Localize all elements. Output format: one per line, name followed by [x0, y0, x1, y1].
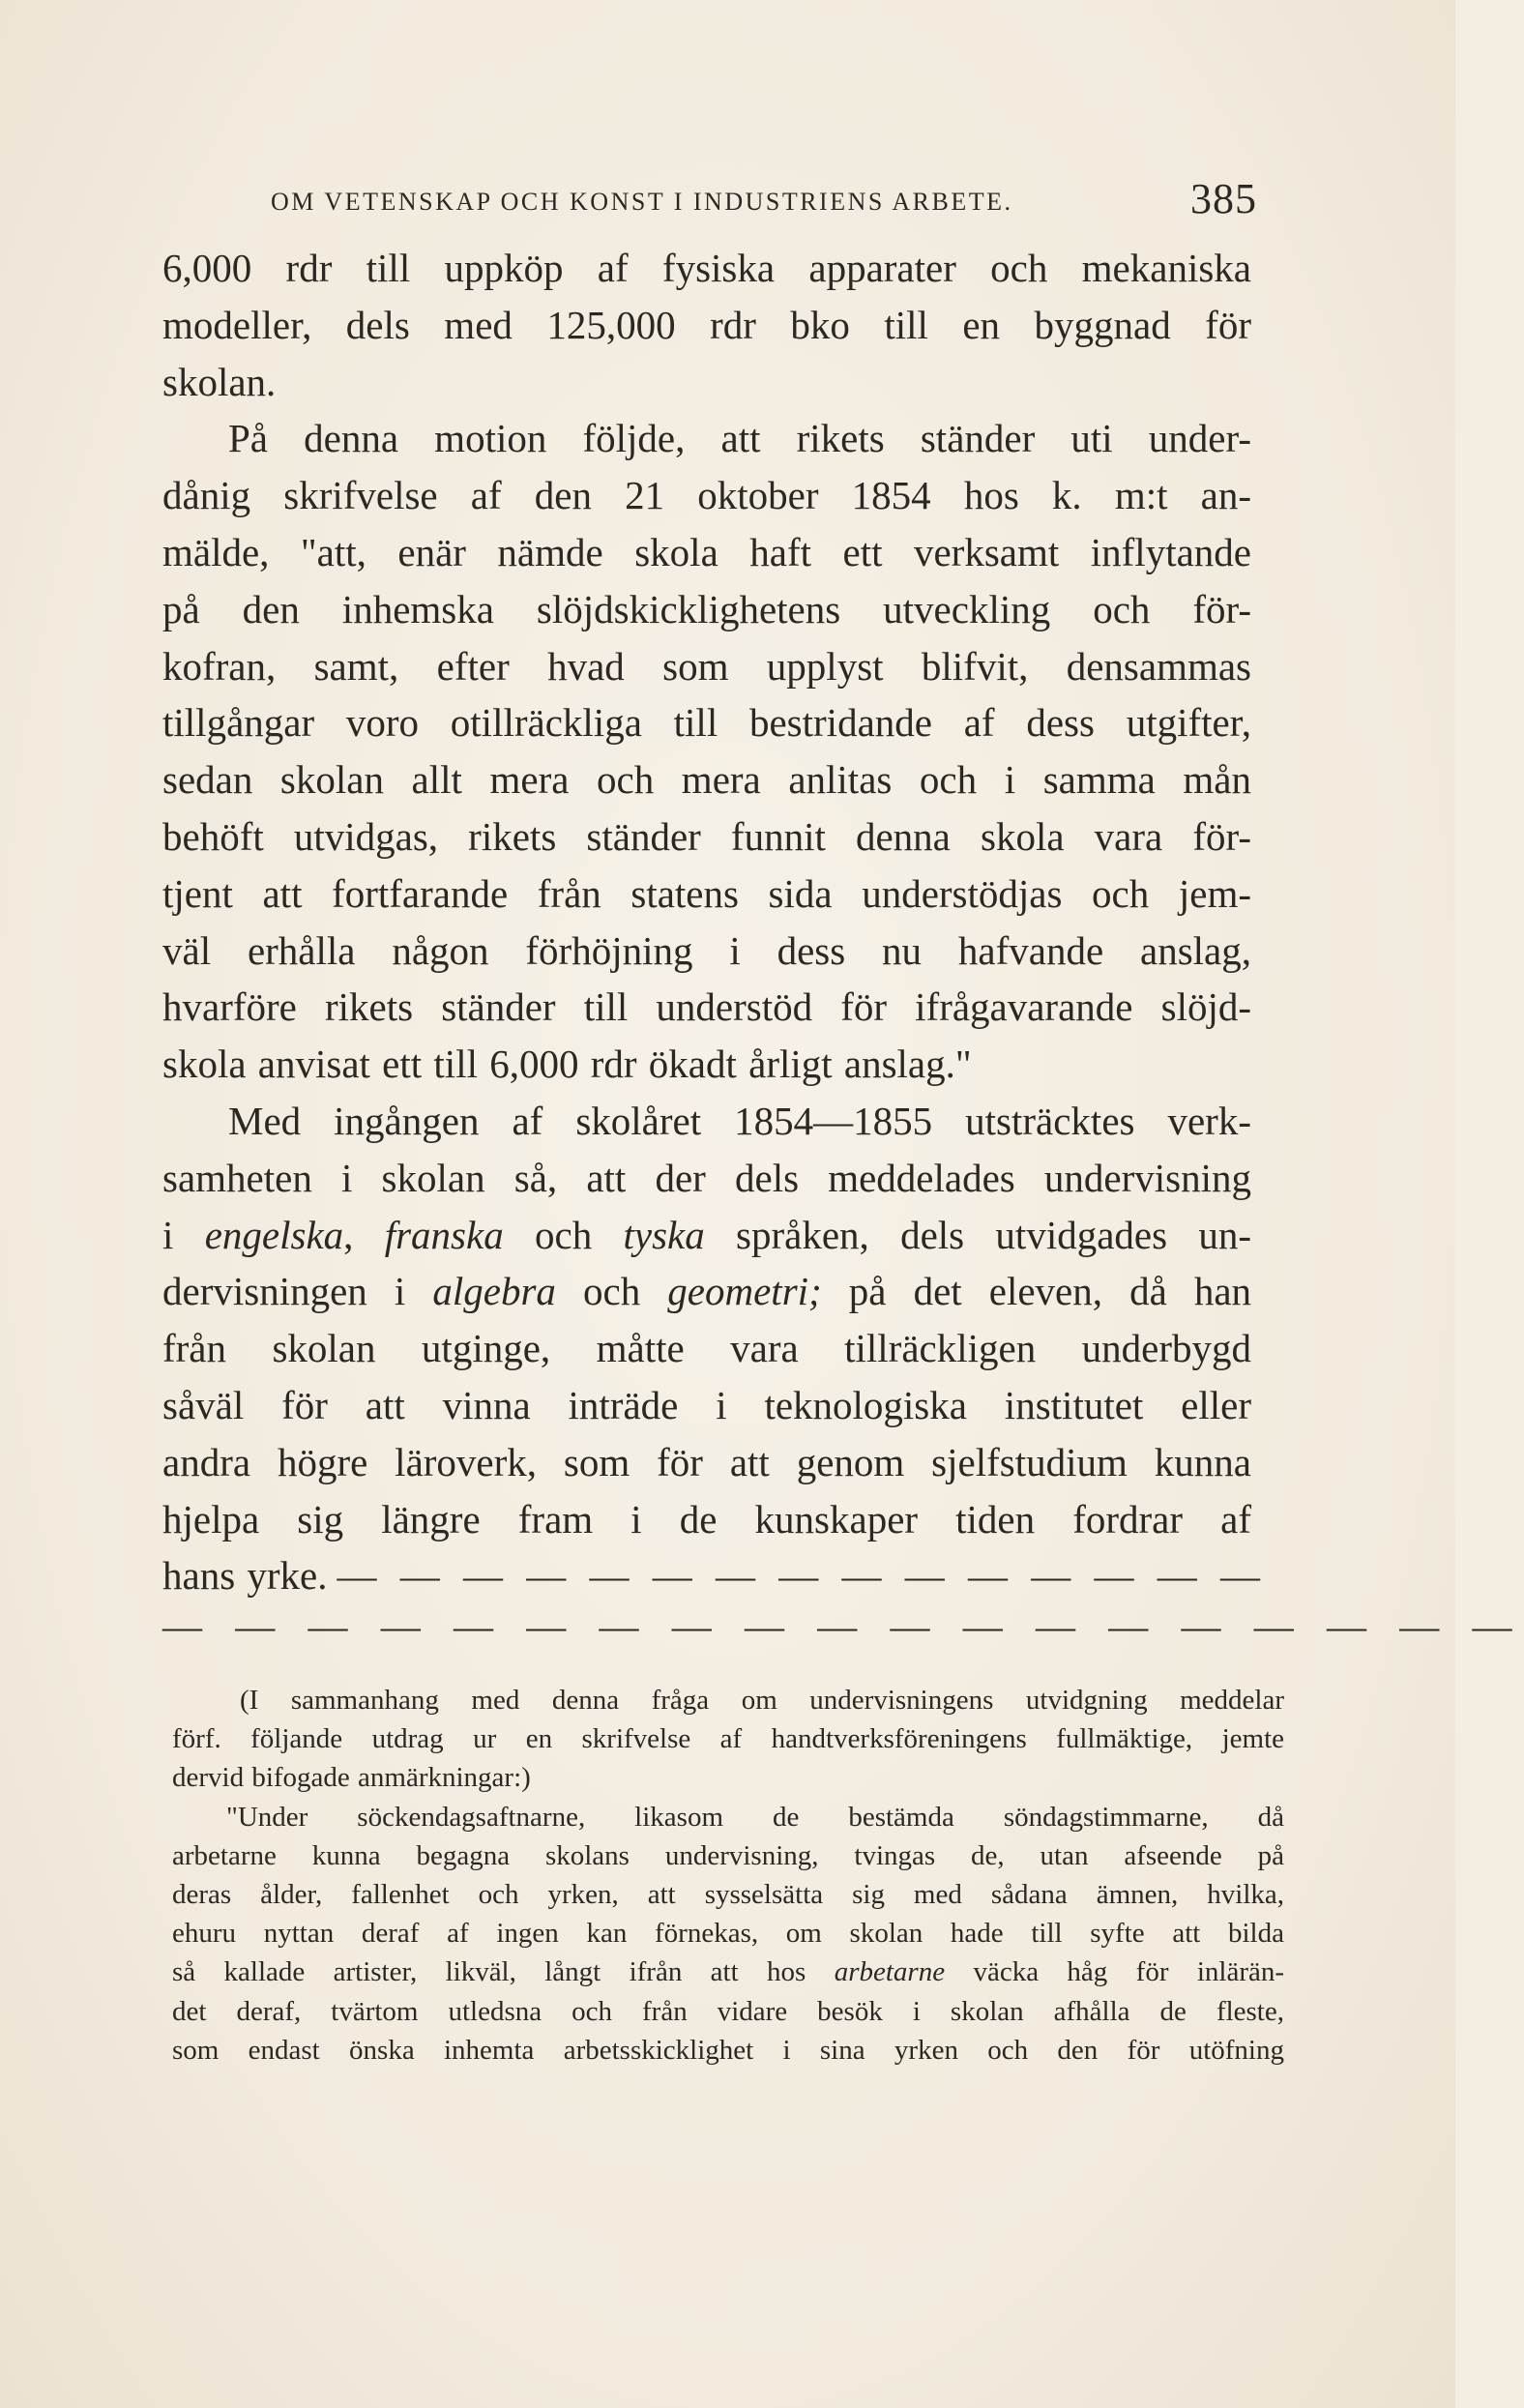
body-line: mälde, "att, enär nämde skola haft ett verksamt inflytande: [162, 529, 1251, 574]
body-text-run: i: [162, 1212, 174, 1257]
body-line: [162, 1207, 1251, 1264]
note-line: "Under söckendagsaftnarne, likasom de bestämda söndagstimmarne, då: [226, 1801, 1284, 1833]
note-line: förf. följande utdrag ur en skrifvelse af handtverksföreningens fullmäktige, jemte: [172, 1723, 1284, 1755]
running-head: [271, 175, 1257, 228]
italic-term: engelska: [204, 1212, 344, 1257]
dash-run: — — — — — — — — — — — — — — —: [337, 1553, 1267, 1599]
body-text-run: dervisningen i: [162, 1269, 406, 1314]
body-line: behöft utvidgas, rikets ständer funnit denna skola vara för-: [162, 813, 1251, 859]
italic-term: arbetarne: [834, 1956, 946, 1988]
body-line: andra högre läroverk, som för att genom sjelfstudium kunna: [162, 1439, 1251, 1484]
italic-term: franska: [384, 1212, 504, 1257]
body-line: väl erhålla någon förhöjning i dess nu hafvande anslag,: [162, 927, 1251, 973]
italic-term: geometri;: [667, 1269, 822, 1314]
note-text-run: väcka håg för inlärän-: [973, 1956, 1285, 1988]
note-line: arbetarne kunna begagna skolans undervisning, tvingas de, utan afseende på: [172, 1839, 1284, 1871]
body-line: dånig skrifvelse af den 21 oktober 1854 hos k. m:t an-: [162, 473, 1251, 518]
body-line: tjent att fortfarande från statens sida understödjas och jem-: [162, 870, 1251, 916]
page-number: 385: [1190, 175, 1257, 222]
body-line: på den inhemska slöjdskicklighetens utveckling och för-: [162, 586, 1251, 631]
italic-term: tyska: [623, 1212, 705, 1257]
body-line: tillgångar voro otillräckliga till bestridande af dess utgifter,: [162, 700, 1251, 746]
note-line: dervid bifogade anmärkningar:): [172, 1762, 531, 1794]
note-text-run: så kallade artister, likväl, långt ifrån att hos: [172, 1956, 806, 1988]
body-line: [162, 1263, 1251, 1320]
body-line: samheten i skolan så, att der dels meddelades undervisning: [162, 1155, 1251, 1200]
body-text-run: och: [535, 1212, 593, 1257]
running-title: OM VETENSKAP OCH KONST I INDUSTRIENS ARBETE.: [271, 188, 1013, 216]
note-line: som endast önska inhemta arbetsskicklighet i sina yrken och den för utöfning: [172, 2034, 1284, 2066]
footnote-block: [172, 1681, 1284, 2070]
body-line: På denna motion följde, att rikets ständer uti under-: [228, 416, 1251, 461]
note-line: det deraf, tvärtom utledsna och från vidare besök i skolan afhålla de fleste,: [172, 1995, 1284, 2027]
italic-term: algebra: [432, 1269, 556, 1314]
body-line: kofran, samt, efter hvad som upplyst blifvit, densammas: [162, 643, 1251, 689]
body-text-run: språken, dels utvidgades un-: [736, 1212, 1252, 1257]
body-line: sedan skolan allt mera och mera anlitas och i samma mån: [162, 757, 1251, 803]
body-line: modeller, dels med 125,000 rdr bko till en byggnad för: [162, 302, 1251, 347]
body-text-run: hans yrke.: [162, 1553, 328, 1599]
body-line: hjelpa sig längre fram i de kunskaper tiden fordrar af: [162, 1496, 1251, 1542]
body-line: Med ingången af skolåret 1854—1855 utsträcktes verk-: [228, 1098, 1251, 1143]
body-line: skolan.: [162, 359, 277, 404]
body-text-run: och: [583, 1269, 641, 1314]
note-line: ehuru nyttan deraf af ingen kan förnekas, om skolan hade till syfte att bilda: [172, 1918, 1284, 1950]
body-line: såväl för att vinna inträde i teknologiska institutet eller: [162, 1382, 1251, 1427]
note-line: deras ålder, fallenhet och yrken, att sysselsätta sig med sådana ämnen, hvilka,: [172, 1878, 1284, 1910]
body-line: skola anvisat ett till 6,000 rdr ökadt årligt anslag.": [162, 1042, 972, 1087]
body-text-run: ,: [343, 1212, 354, 1257]
body-line: från skolan utginge, måtte vara tillräckligen underbygd: [162, 1326, 1251, 1371]
body-line: 6,000 rdr till uppköp af fysiska apparater och mekaniska: [162, 246, 1251, 290]
note-line: [172, 1953, 1284, 1991]
body-line: [162, 1547, 1267, 1604]
dash-rule: — — — — — — — — — — — — — — — — — — —: [162, 1603, 1524, 1649]
note-line: (I sammanhang med denna fråga om undervisningens utvidgning meddelar: [240, 1685, 1284, 1716]
body-line: hvarföre rikets ständer till understöd för ifrågavarande slöjd-: [162, 984, 1251, 1030]
body-text: [162, 240, 1524, 1649]
body-text-run: på det eleven, då han: [848, 1269, 1252, 1314]
